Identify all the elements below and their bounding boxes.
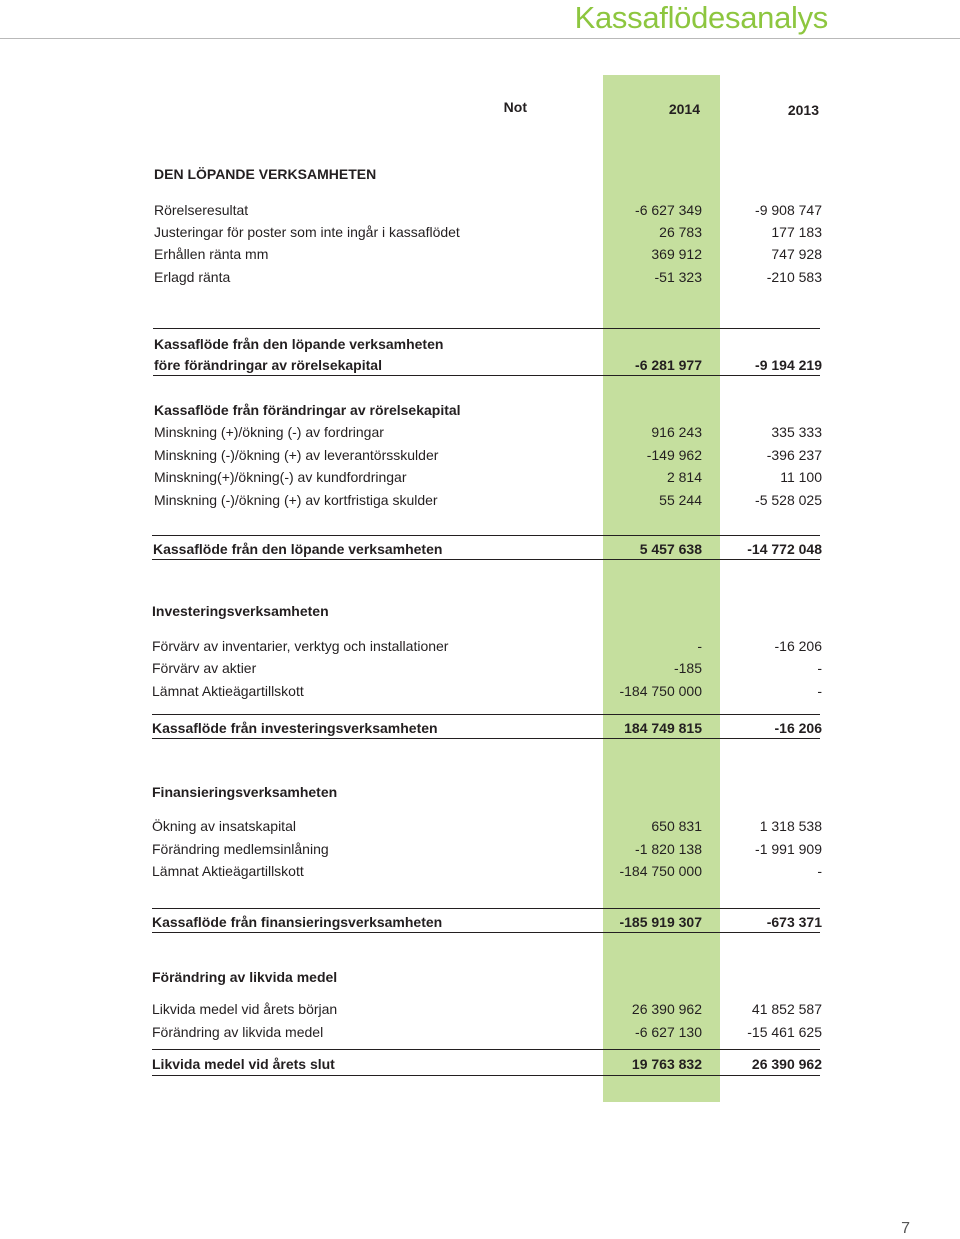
value-2014: 184 749 815 [624, 720, 702, 736]
divider-line [152, 1075, 820, 1076]
value-2014: -184 750 000 [619, 863, 702, 879]
value-2013: 747 928 [771, 246, 822, 262]
table-row [0, 267, 960, 287]
section-heading-liquid-assets [0, 967, 960, 987]
table-row [0, 999, 960, 1019]
value-2013: - [817, 660, 822, 676]
title-divider [0, 38, 960, 39]
divider-line [153, 375, 820, 376]
value-2014: -6 627 349 [635, 202, 702, 218]
row-label: Justeringar för poster som inte ingår i kassaflödet [154, 224, 460, 240]
table-row [0, 839, 960, 859]
header-note: Not [503, 99, 527, 115]
table-row [0, 490, 960, 510]
value-2013: -1 991 909 [755, 841, 822, 857]
value-2014: -149 962 [646, 447, 702, 463]
value-2013: -673 371 [766, 914, 822, 930]
section-heading-financing [0, 782, 960, 802]
value-2014: -6 627 130 [635, 1024, 702, 1040]
table-row [0, 244, 960, 264]
value-2013: -9 194 219 [755, 357, 822, 373]
value-2014: -1 820 138 [635, 841, 702, 857]
table-row [0, 222, 960, 242]
row-label: Finansieringsverksamheten [152, 784, 338, 800]
page-number: 7 [901, 1220, 910, 1237]
table-row [0, 658, 960, 678]
row-label: Likvida medel vid årets slut [152, 1056, 335, 1072]
value-2013: -15 461 625 [747, 1024, 822, 1040]
divider-line [152, 1049, 820, 1050]
value-2013: -210 583 [766, 269, 822, 285]
value-2014: 26 783 [659, 224, 702, 240]
value-2014: 26 390 962 [631, 1001, 702, 1017]
section-heading-investing [0, 601, 960, 621]
value-2013: -16 206 [774, 720, 822, 736]
value-2013: -14 772 048 [747, 541, 822, 557]
value-2013: -9 908 747 [755, 202, 822, 218]
row-label: Kassaflöde från den löpande verksamheten [153, 541, 443, 557]
value-2014: 55 244 [659, 492, 702, 508]
row-label: Kassaflöde från investeringsverksamheten [152, 720, 438, 736]
page-title: Kassaflödesanalys [574, 0, 828, 35]
total-row [0, 1054, 960, 1074]
table-row [0, 422, 960, 442]
value-2013: 177 183 [771, 224, 822, 240]
divider-line [152, 559, 820, 560]
value-2014: -185 919 307 [619, 914, 702, 930]
table-row [0, 445, 960, 465]
row-label: Minskning (-)/ökning (+) av leverantörsskulder [154, 447, 439, 463]
table-row [0, 816, 960, 836]
value-2013: 11 100 [780, 469, 822, 485]
value-2013: -16 206 [774, 638, 822, 654]
header-year-2014: 2014 [668, 101, 700, 117]
row-label: DEN LÖPANDE VERKSAMHETEN [154, 166, 377, 182]
value-2014: -184 750 000 [619, 683, 702, 699]
row-label: Kassaflöde från den löpande verksamheten [154, 336, 444, 352]
row-label: Rörelseresultat [154, 202, 249, 218]
table-row [0, 861, 960, 881]
table-row [0, 467, 960, 487]
table-row [0, 200, 960, 220]
value-2013: - [817, 683, 822, 699]
divider-line [152, 714, 820, 715]
value-2013: 26 390 962 [751, 1056, 822, 1072]
divider-line [152, 908, 820, 909]
row-label: Minskning(+)/ökning(-) av kundfordringar [154, 469, 407, 485]
value-2014: -185 [673, 660, 702, 676]
value-2014: -6 281 977 [635, 357, 702, 373]
subtotal-row [0, 718, 960, 738]
subtotal-row [0, 912, 960, 932]
value-2014: 650 831 [651, 818, 702, 834]
row-label: Förändring av likvida medel [152, 969, 338, 985]
row-label: Ökning av insatskapital [152, 818, 296, 834]
row-label: Erhållen ränta mm [154, 246, 269, 262]
value-2014: 369 912 [651, 246, 702, 262]
row-label: Lämnat Aktieägartillskott [152, 863, 304, 879]
divider-line [153, 328, 820, 329]
row-label: Kassaflöde från finansieringsverksamheten [152, 914, 443, 930]
value-2014: 5 457 638 [639, 541, 702, 557]
value-2013: 1 318 538 [759, 818, 822, 834]
header-year-2013: 2013 [787, 102, 819, 118]
row-label: Förvärv av aktier [152, 660, 257, 676]
section-heading-operating [0, 164, 960, 184]
row-label: Erlagd ränta [154, 269, 231, 285]
row-label: Minskning (-)/ökning (+) av kortfristiga skulder [154, 492, 438, 508]
row-label: Förändring av likvida medel [152, 1024, 324, 1040]
value-2013: -5 528 025 [755, 492, 822, 508]
divider-line [152, 535, 820, 536]
row-label: Likvida medel vid årets början [152, 1001, 338, 1017]
value-2013: - [817, 863, 822, 879]
value-2014: - [697, 638, 702, 654]
divider-line [152, 738, 820, 739]
subtotal-row [0, 539, 960, 559]
value-2014: 916 243 [651, 424, 702, 440]
table-row [0, 636, 960, 656]
divider-line [152, 932, 820, 933]
value-2014: 19 763 832 [631, 1056, 702, 1072]
value-2014: -51 323 [654, 269, 702, 285]
row-label: före förändringar av rörelsekapital [154, 357, 382, 373]
section-heading-working-capital [0, 400, 960, 420]
row-label: Minskning (+)/ökning (-) av fordringar [154, 424, 384, 440]
row-label: Kassaflöde från förändringar av rörelsekapital [154, 402, 461, 418]
value-2013: -396 237 [766, 447, 822, 463]
value-2013: 41 852 587 [751, 1001, 822, 1017]
row-label: Förvärv av inventarier, verktyg och installationer [152, 638, 449, 654]
value-2013: 335 333 [771, 424, 822, 440]
row-label: Investeringsverksamheten [152, 603, 329, 619]
table-row [0, 1022, 960, 1042]
value-2014: 2 814 [666, 469, 702, 485]
row-label: Förändring medlemsinlåning [152, 841, 329, 857]
table-row [0, 681, 960, 701]
subtotal-row [0, 355, 960, 375]
subtotal-label-row [0, 334, 960, 354]
row-label: Lämnat Aktieägartillskott [152, 683, 304, 699]
